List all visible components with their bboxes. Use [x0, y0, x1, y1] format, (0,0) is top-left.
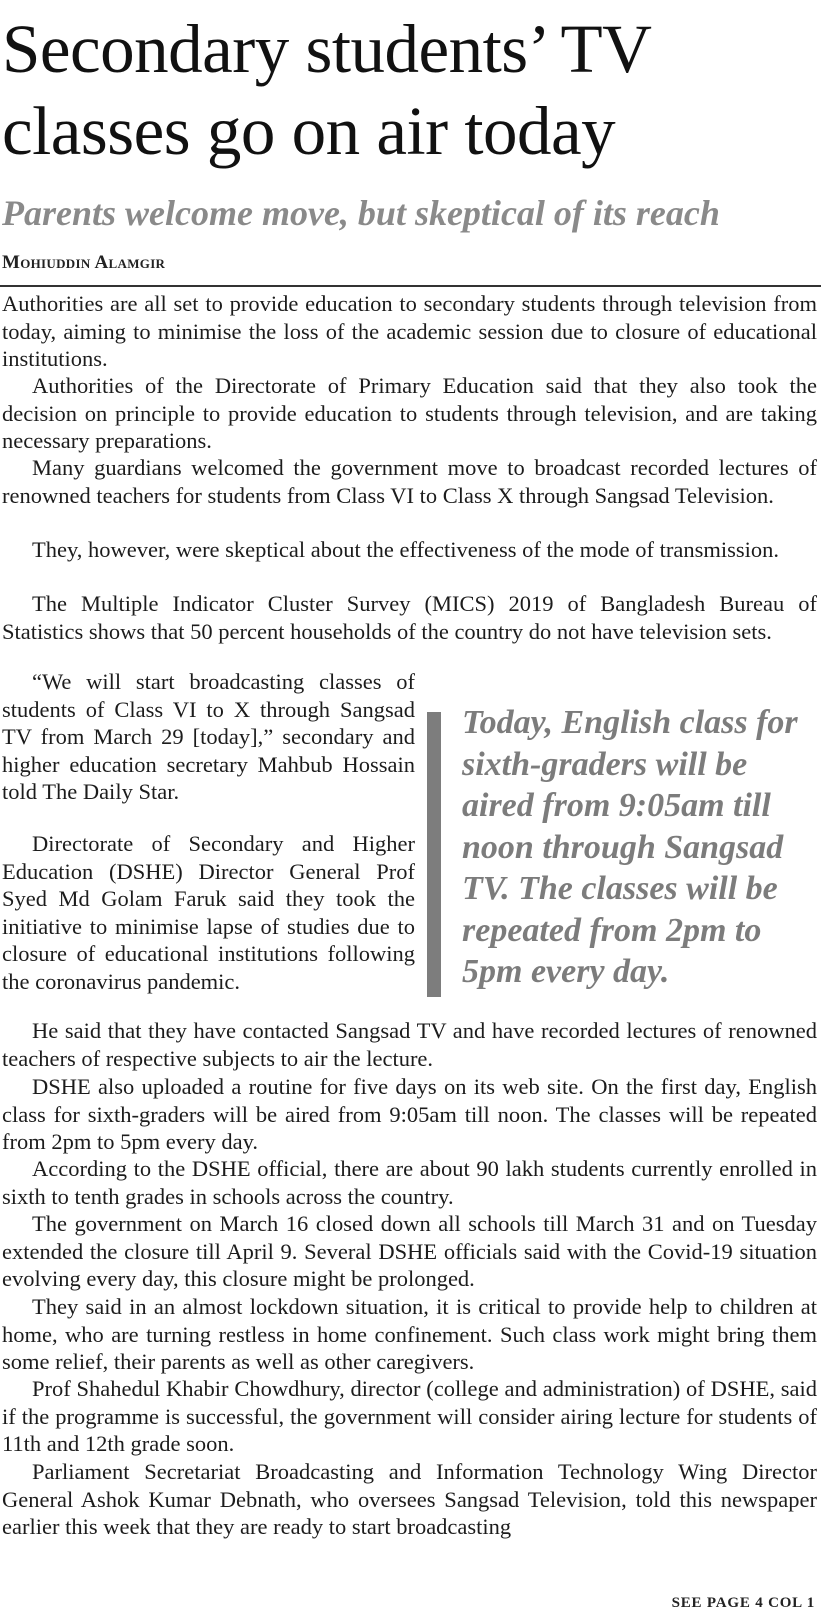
paragraph-8: He said that they have contacted Sangsad TV and have recorded lectures of renowned teachers of respective subjects to air the lecture. [2, 1018, 817, 1071]
paragraph-1: Authorities are all set to provide education to secondary students through television from today, aiming to minimise the loss of the academic session due to closure of educational institutions. [2, 291, 817, 371]
paragraph-6: “We will start broadcasting classes of students of Class VI to X through Sangsad TV from March 29 [today],” secondary and higher education secretary Mahbub Hossain told The Daily Star. [2, 669, 415, 804]
subheadline: Parents welcome move, but skeptical of its reach [2, 193, 720, 233]
paragraph-11: The government on March 16 closed down all schools till March 31 and on Tuesday extended the closure till April 9. Several DSHE officials said with the Covid-19 situation evolving every day, this closure might be prolonged. [2, 1211, 817, 1291]
paragraph-4: They, however, were skeptical about the effectiveness of the mode of transmission. [32, 537, 779, 562]
paragraph-12: They said in an almost lockdown situation, it is critical to provide help to children at home, who are turning restless in home confinement. Such class work might bring them some relief, their parents as well as other caregivers. [2, 1294, 817, 1374]
byline: Mohiuddin Alamgir [2, 252, 166, 273]
pull-quote: Today, English class for sixth-graders will be aired from 9:05am till noon through Sangsad TV. The classes will be repeated from 2pm to 5pm every day. [462, 704, 798, 990]
paragraph-5: The Multiple Indicator Cluster Survey (MICS) 2019 of Bangladesh Bureau of Statistics shows that 50 percent households of the country do not have television sets. [2, 591, 817, 644]
paragraph-10: According to the DSHE official, there are about 90 lakh students currently enrolled in sixth to tenth grades in schools across the country. [2, 1156, 817, 1209]
header-divider [0, 285, 821, 287]
paragraph-2: Authorities of the Directorate of Primary Education said that they also took the decision on principle to provide education to students through television, and are taking necessary preparations. [2, 373, 817, 453]
paragraph-14: Parliament Secretariat Broadcasting and Information Technology Wing Director General Ashok Kumar Debnath, who oversees Sangsad Television, told this newspaper earlier this week that they are ready to start broadcasting [2, 1459, 817, 1539]
paragraph-13: Prof Shahedul Khabir Chowdhury, director (college and administration) of DSHE, said if the programme is successful, the government will consider airing lecture for students of 11th and 12th grade soon. [2, 1376, 817, 1456]
paragraph-7: Directorate of Secondary and Higher Education (DSHE) Director General Prof Syed Md Golam Faruk said they took the initiative to minimise lapse of studies due to closure of educational institutions following the coronavirus pandemic. [2, 831, 415, 994]
paragraph-9: DSHE also uploaded a routine for five days on its web site. On the first day, English class for sixth-graders will be aired from 9:05am till noon. The classes will be repeated from 2pm to 5pm every day. [2, 1074, 817, 1154]
continuation-reference: SEE PAGE 4 COL 1 [671, 1595, 815, 1611]
paragraph-3: Many guardians welcomed the government move to broadcast recorded lectures of renowned teachers for students from Class VI to Class X through Sangsad Television. [2, 455, 817, 508]
headline: Secondary students’ TV classes go on air today [2, 11, 651, 169]
pull-quote-bar [427, 712, 441, 997]
